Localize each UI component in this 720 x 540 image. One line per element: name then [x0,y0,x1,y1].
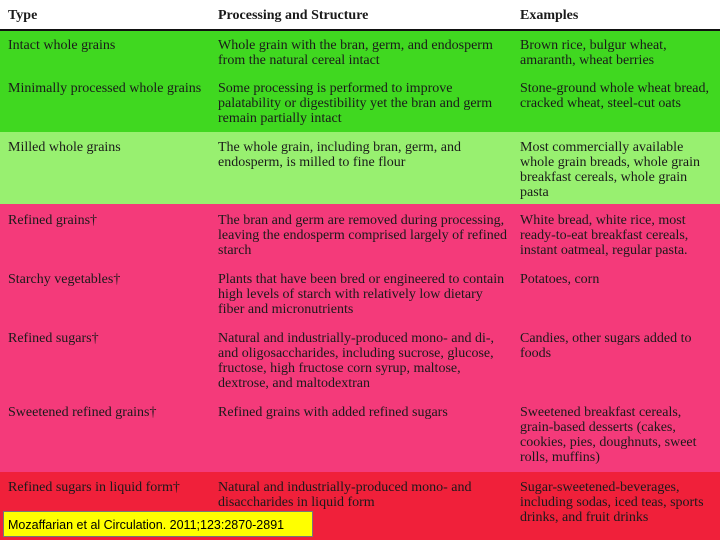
cell-type: Refined sugars† [8,331,99,346]
cell-processing: Whole grain with the bran, germ, and endosperm from the natural cereal intact [218,38,493,68]
table-row [0,31,720,75]
table-row [0,75,720,132]
header-processing: Processing and Structure [218,8,369,23]
table-row [0,323,720,396]
cell-type: Refined sugars in liquid form† [8,480,180,495]
cell-type: Refined grains† [8,213,98,228]
cell-type: Minimally processed whole grains [8,81,202,96]
cell-type: Milled whole grains [8,140,121,155]
cell-processing: The bran and germ are removed during processing, leaving the endosperm comprised largely of refined starch [218,213,507,258]
cell-examples: Brown rice, bulgur wheat, amaranth, wheat berries [520,38,667,68]
table-row [0,204,720,263]
cell-processing: Some processing is performed to improve palatability or digestibility yet the bran and germ remain partially intact [218,81,493,126]
cell-processing: The whole grain, including bran, germ, and endosperm, is milled to fine flour [218,140,461,170]
cell-processing: Plants that have been bred or engineered to contain high levels of starch with relatively low dietary fiber and micronutrients [218,272,505,317]
cell-type: Sweetened refined grains† [8,405,157,420]
table-row [0,132,720,204]
cell-processing: Natural and industrially-produced mono- and di-, and oligosaccharides, including sucrose, glucose, fructose, high fructose corn syrup, maltose, dextrose, and maltodextran [218,331,495,391]
cell-processing: Natural and industrially-produced mono- and disaccharides in liquid form [218,480,472,510]
header-type: Type [8,8,38,23]
table-row [0,396,720,472]
cell-examples: Most commercially available whole grain breads, whole grain breakfast cereals, whole grain pasta [520,140,700,200]
cell-examples: Stone-ground whole wheat bread, cracked wheat, steel-cut oats [520,81,709,111]
cell-examples: Candies, other sugars added to foods [520,331,692,361]
table-row [0,263,720,323]
cell-processing: Refined grains with added refined sugars [218,405,448,420]
cell-type: Starchy vegetables† [8,272,121,287]
table-header [0,0,720,31]
citation-label: Mozaffarian et al Circulation. 2011;123:2870-2891 [3,511,313,537]
cell-examples: White bread, white rice, most ready-to-eat breakfast cereals, instant oatmeal, regular pasta. [520,213,689,258]
cell-examples: Sweetened breakfast cereals, grain-based desserts (cakes, cookies, pies, doughnuts, sweet rolls, muffins) [520,405,697,465]
cell-examples: Potatoes, corn [520,272,600,287]
header-examples: Examples [520,8,579,23]
cell-type: Intact whole grains [8,38,116,53]
cell-examples: Sugar-sweetened-beverages, including sodas, iced teas, sports drinks, and fruit drinks [520,480,704,525]
